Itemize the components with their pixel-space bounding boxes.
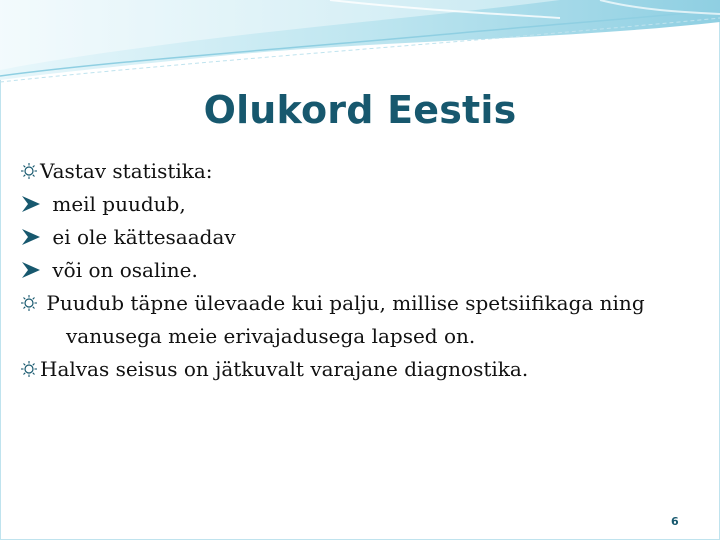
sun-bullet-icon (18, 162, 40, 180)
slide-title: Olukord Eestis (203, 88, 517, 132)
bullet-list (18, 155, 698, 386)
page-number: 6 (671, 515, 679, 528)
list-item-text: ei ole kättesaadav (46, 225, 236, 249)
list-item-text: Halvas seisus on jätkuvalt varajane diagnostika. (40, 357, 529, 381)
list-item-text: või on osaline. (46, 258, 198, 282)
list-item (18, 353, 698, 386)
list-item (18, 254, 698, 287)
list-item (18, 188, 698, 221)
list-item-text: Vastav statistika: (40, 159, 213, 183)
arrow-bullet-icon (20, 194, 46, 214)
sun-bullet-icon (18, 294, 40, 312)
arrow-bullet-icon (20, 260, 46, 280)
list-item (18, 287, 698, 353)
header-wave-decoration (0, 0, 720, 90)
list-item-text: Puudub täpne ülevaade kui palju, millise spetsiifikaga ning vanusega meie erivajadusega lapsed on. (40, 291, 645, 348)
list-item (18, 221, 698, 254)
list-item-text: meil puudub, (46, 192, 186, 216)
sun-bullet-icon (18, 360, 40, 378)
arrow-bullet-icon (20, 227, 46, 247)
list-item (18, 155, 698, 188)
